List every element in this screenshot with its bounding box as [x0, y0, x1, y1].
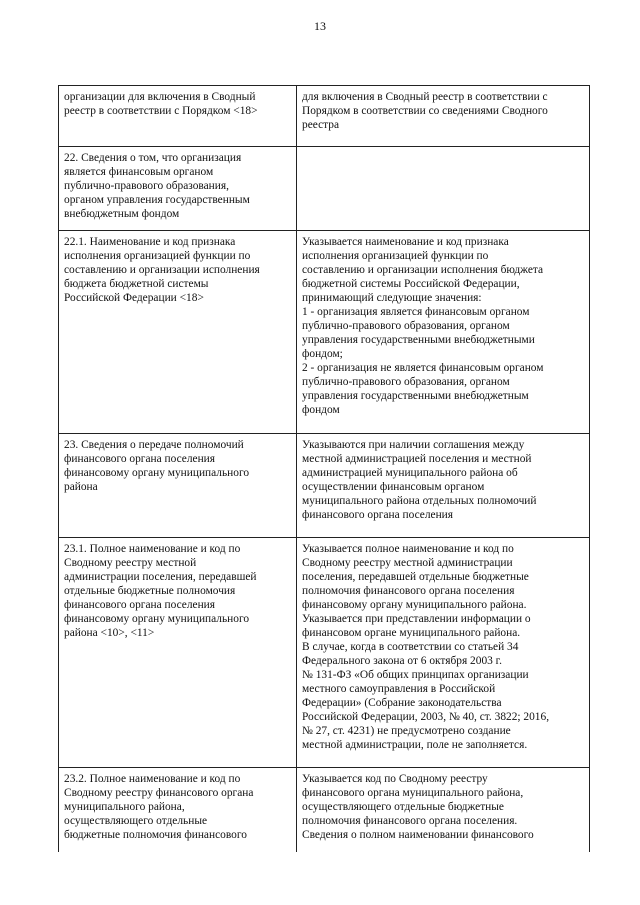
- row-field-description: Указывается код по Сводному реестру финансового органа муниципального района, осуществляющего отдельные бюджетные полномочия финансового органа поселения. Сведения о полном наименовании финансового: [297, 768, 590, 852]
- row-field-description: Указываются при наличии соглашения между местной администрацией поселения и местной администрацией муниципального района об осуществлении финансовым органом муниципального района отдельных полномочий финансового органа поселения: [297, 434, 590, 538]
- page-number: 13: [314, 19, 326, 33]
- row-field-description: [297, 147, 590, 231]
- row-field-description: Указывается наименование и код признака исполнения организацией функции по составлению и организации исполнения бюджета бюджетной системы Российской Федерации, принимающий следующие значения: 1 - организация является финансовым органом публично-правового образования, органом управления государственными внебюджетными фондом; 2 - организация не является финансовым органом публично-правового образования, органом управления государственными внебюджетным фондом: [297, 231, 590, 434]
- row-field-description: Указывается полное наименование и код по Сводному реестру местной администрации поселения, передавшей отдельные бюджетные полномочия финансового органа поселения финансовому органу муниципального района. Указывается при представлении информации о финансовом органе муниципального района. В случае, когда в соответствии со статьей 34 Федерального закона от 6 октября 2003 г. № 131-ФЗ «Об общих принципах организации местного самоуправления в Российской Федерации» (Собрание законодательства Российской Федерации, 2003, № 40, ст. 3822; 2016, № 27, ст. 4231) не предусмотрено создание местной администрации, поле не заполняется.: [297, 538, 590, 768]
- table-row: [59, 768, 590, 852]
- row-field-name: 23.1. Полное наименование и код по Сводному реестру местной администрации поселения, передавшей отдельные бюджетные полномочия финансового органа поселения финансовому органу муниципального района <10>, <11>: [59, 538, 297, 768]
- table-row: [59, 147, 590, 231]
- row-field-name: 23. Сведения о передаче полномочий финансового органа поселения финансовому органу муниципального района: [59, 434, 297, 538]
- row-field-name: организации для включения в Сводный реестр в соответствии с Порядком <18>: [59, 86, 297, 147]
- table-row: [59, 538, 590, 768]
- table-row: [59, 231, 590, 434]
- requirements-table: [58, 85, 590, 852]
- row-field-name: 22. Сведения о том, что организация является финансовым органом публично-правового образования, органом управления государственным внебюджетным фондом: [59, 147, 297, 231]
- row-field-name: 23.2. Полное наименование и код по Сводному реестру финансового органа муниципального района, осуществляющего отдельные бюджетные полномочия финансового: [59, 768, 297, 852]
- row-field-name: 22.1. Наименование и код признака исполнения организацией функции по составлению и организации исполнения бюджета бюджетной системы Российской Федерации <18>: [59, 231, 297, 434]
- table-row: [59, 86, 590, 147]
- row-field-description: для включения в Сводный реестр в соответствии с Порядком в соответствии со сведениями Сводного реестра: [297, 86, 590, 147]
- table-row: [59, 434, 590, 538]
